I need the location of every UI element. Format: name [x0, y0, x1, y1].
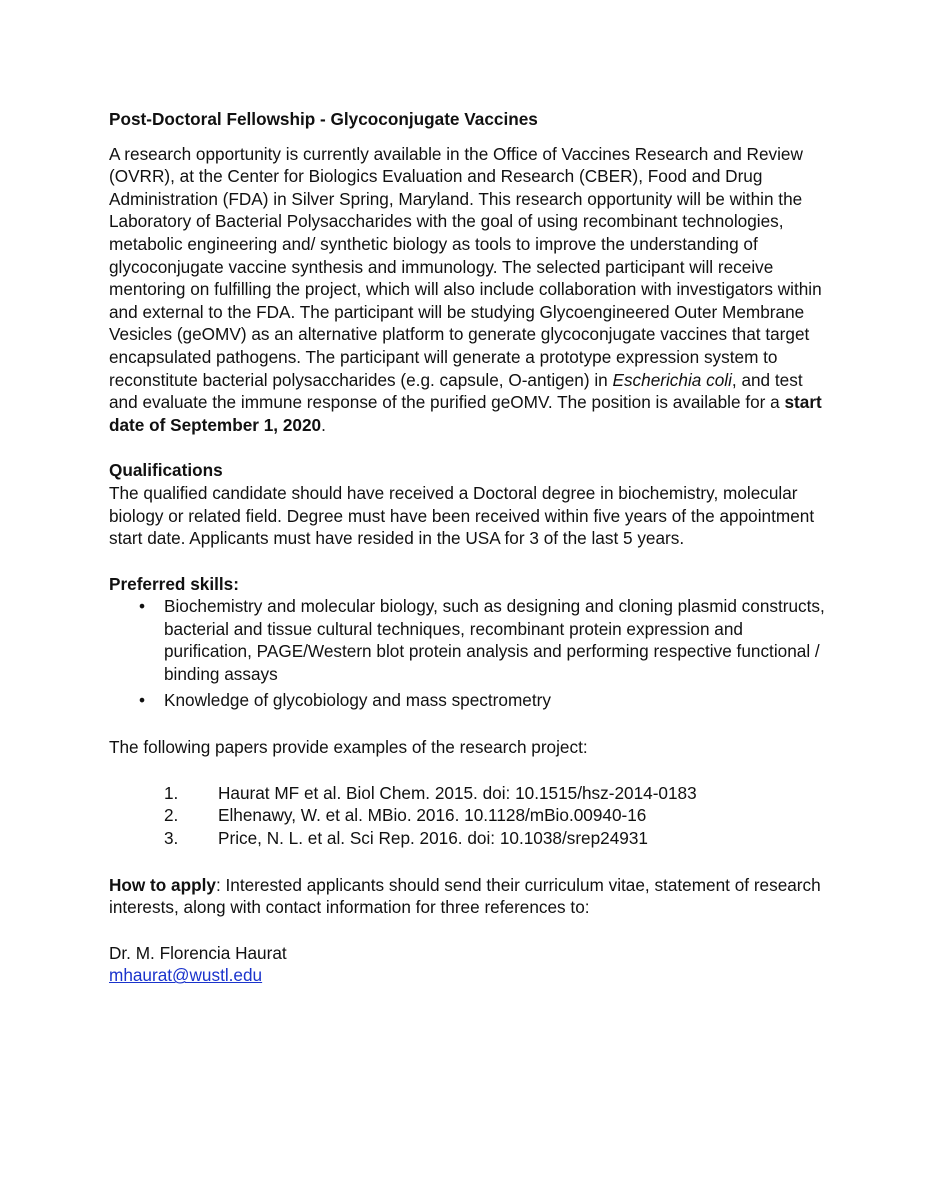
bullet-icon: • — [139, 596, 146, 617]
intro-paragraph — [109, 143, 829, 437]
document-page — [109, 108, 829, 987]
list-item — [109, 827, 829, 850]
papers-list — [109, 782, 829, 850]
how-to-apply-text: : Interested applicants should send their curriculum vitae, statement of research interests, along with contact information for three references to: — [109, 874, 821, 918]
intro-text-end: . — [321, 414, 326, 435]
qualifications-heading: Qualifications — [109, 460, 223, 481]
contact-email-link[interactable]: mhaurat@wustl.edu — [109, 965, 263, 986]
paper-citation: Elhenawy, W. et al. MBio. 2016. 10.1128/mBio.00940-16 — [218, 805, 647, 826]
intro-text-part2: , and test and evaluate the immune response of the purified geOMV. The position is available for a — [109, 369, 803, 413]
contact-name: Dr. M. Florencia Haurat — [109, 942, 287, 963]
how-to-apply-label: How to apply — [109, 874, 216, 895]
paper-citation: Haurat MF et al. Biol Chem. 2015. doi: 10.1515/hsz-2014-0183 — [218, 782, 697, 803]
page-title: Post-Doctoral Fellowship - Glycoconjugate Vaccines — [109, 109, 538, 129]
skill-text: Knowledge of glycobiology and mass spectrometry — [164, 689, 551, 710]
paper-number: 2. — [164, 805, 179, 826]
bullet-icon: • — [139, 689, 146, 710]
paper-citation: Price, N. L. et al. Sci Rep. 2016. doi: 10.1038/srep24931 — [218, 828, 648, 849]
start-date: start date of September 1, 2020 — [109, 392, 822, 435]
paper-number: 1. — [164, 782, 179, 803]
intro-text-part1: A research opportunity is currently available in the Office of Vaccines Research and Review (OVRR), at the Center for Biologics Evaluation and Research (CBER), Food and Drug Administration (FDA) in Silver Spring, Maryland. This research opportunity will be within the Laboratory of Bacterial Polysaccharides with the goal of using recombinant technologies, metabolic engineering and/ synthetic biology as tools to improve the understanding of glycoconjugate vaccine synthesis and immunology. The selected participant will receive mentoring on fulfilling the project, which will also include collaboration with investigators within and external to the FDA. The participant will be studying Glycoengineered Outer Membrane Vesicles (geOMV) as an alternative platform to generate glycoconjugate vaccines that target encapsulated pathogens. The participant will generate a prototype expression system to reconstitute bacterial polysaccharides (e.g. capsule, O-antigen) in — [109, 143, 822, 390]
skills-list — [109, 595, 829, 711]
species-name: Escherichia coli — [612, 369, 732, 390]
list-item — [109, 595, 829, 685]
skills-heading: Preferred skills: — [109, 573, 239, 594]
preferred-skills-section — [109, 573, 829, 712]
papers-intro: The following papers provide examples of the research project: — [109, 737, 588, 758]
skill-text: Biochemistry and molecular biology, such as designing and cloning plasmid constructs, bacterial and tissue cultural techniques, recombinant protein expression and purification, PAGE/Western blot protein analysis and performing respective functional / binding assays — [164, 596, 825, 685]
qualifications-text: The qualified candidate should have received a Doctoral degree in biochemistry, molecular biology or related field. Degree must have been received within five years of the appointment start date. Applicants must have resided in the USA for 3 of the last 5 years. — [109, 482, 815, 549]
how-to-apply-paragraph — [109, 874, 829, 919]
list-item — [109, 689, 829, 712]
list-item — [109, 804, 829, 827]
paper-number: 3. — [164, 828, 179, 849]
list-item — [109, 782, 829, 805]
